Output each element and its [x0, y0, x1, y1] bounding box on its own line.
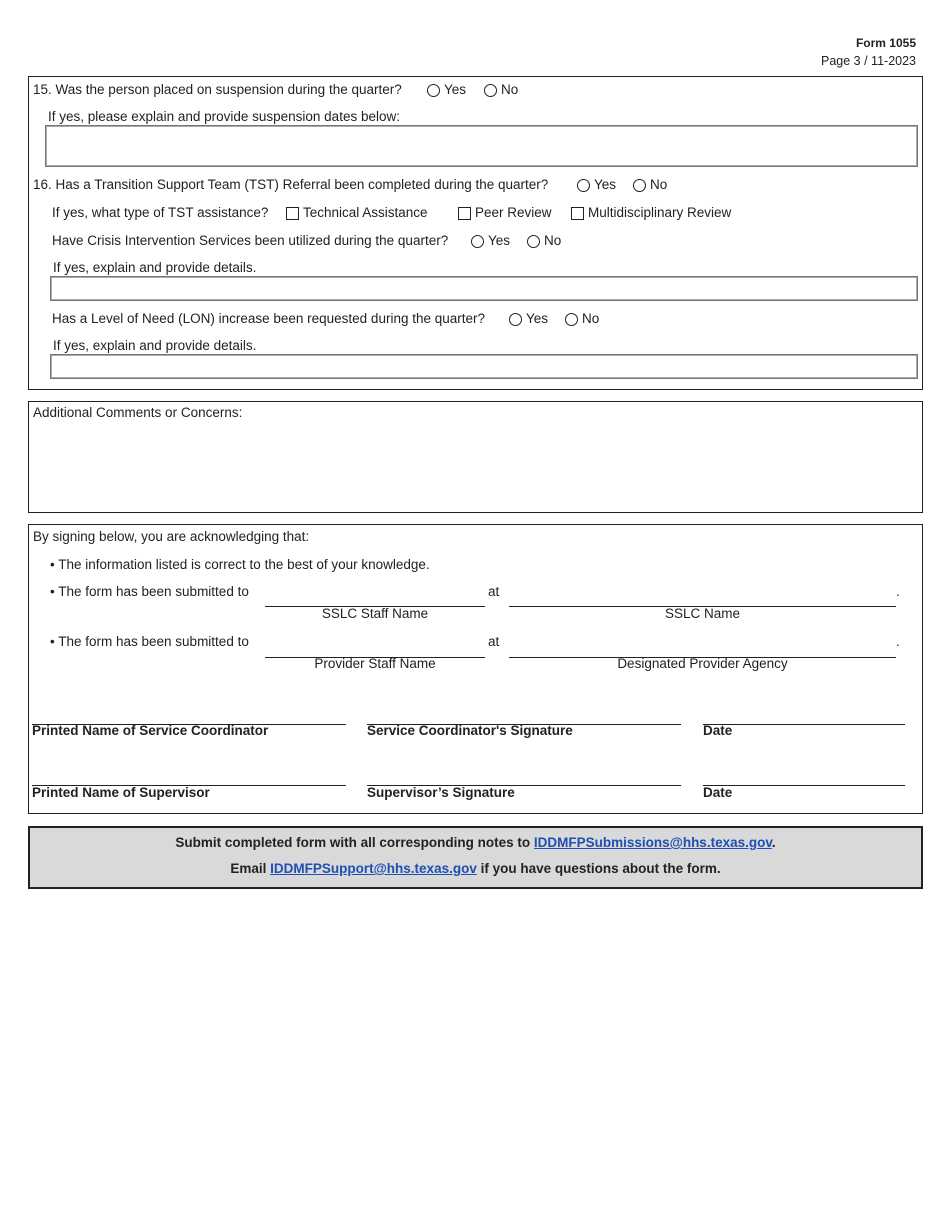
tst-peer-review-label: Peer Review	[475, 205, 552, 220]
crisis-details-field[interactable]	[50, 276, 918, 301]
submission-suffix: .	[771, 835, 776, 850]
lon-details-field[interactable]	[50, 354, 918, 379]
sc-date-label: Date	[703, 723, 733, 738]
crisis-no-radio[interactable]	[527, 235, 540, 248]
supervisor-signature-label: Supervisor’s Signature	[367, 785, 515, 800]
period-1: .	[896, 584, 900, 599]
lon-no-radio[interactable]	[565, 313, 578, 326]
acknowledgment-bullet-provider: • The form has been submitted to	[50, 634, 249, 649]
page-info: Page 3 / 11-2023	[821, 54, 916, 68]
lon-yes-label: Yes	[526, 311, 549, 326]
acknowledgment-bullet-sslc: • The form has been submitted to	[50, 584, 249, 599]
lon-no-label: No	[582, 311, 600, 326]
crisis-yes-label: Yes	[488, 233, 511, 248]
tst-multidisciplinary-review-checkbox[interactable]	[571, 207, 584, 220]
at-label-2: at	[488, 634, 500, 649]
sslc-staff-name-caption: SSLC Staff Name	[321, 606, 429, 621]
submissions-email-link[interactable]: IDDMFPSubmissions@hhs.texas.gov	[533, 835, 772, 850]
crisis-no-label: No	[544, 233, 562, 248]
q15-question: 15. Was the person placed on suspension during the quarter?	[33, 82, 402, 97]
submission-prefix: Submit completed form with all corresponding notes to	[175, 835, 534, 850]
tst-type-label: If yes, what type of TST assistance?	[52, 205, 269, 220]
supervisor-date-label: Date	[703, 785, 733, 800]
support-line	[28, 861, 923, 877]
q16-no-radio[interactable]	[633, 179, 646, 192]
q16-yes-label: Yes	[594, 177, 617, 192]
q15-no-radio[interactable]	[484, 84, 497, 97]
q16-question: 16. Has a Transition Support Team (TST) Referral been completed during the quarter?	[33, 177, 549, 192]
support-email-link[interactable]: IDDMFPSupport@hhs.texas.gov	[270, 861, 477, 876]
supervisor-printed-name-label: Printed Name of Supervisor	[32, 785, 210, 800]
submission-line	[28, 835, 923, 851]
comments-label: Additional Comments or Concerns:	[33, 405, 243, 420]
lon-question: Has a Level of Need (LON) increase been requested during the quarter?	[52, 311, 486, 326]
acknowledgment-bullet-correct: • The information listed is correct to the best of your knowledge.	[50, 557, 430, 572]
at-label-1: at	[488, 584, 500, 599]
crisis-followup-label: If yes, explain and provide details.	[53, 260, 257, 275]
sc-date-line[interactable]	[703, 724, 905, 725]
support-suffix: if you have questions about the form.	[476, 861, 721, 876]
tst-multidisciplinary-review-label: Multidisciplinary Review	[588, 205, 732, 220]
sslc-name-caption: SSLC Name	[664, 606, 741, 621]
lon-yes-radio[interactable]	[509, 313, 522, 326]
q16-yes-radio[interactable]	[577, 179, 590, 192]
form-number: Form 1055	[855, 36, 916, 50]
q15-yes-radio[interactable]	[427, 84, 440, 97]
period-2: .	[896, 634, 900, 649]
q15-no-label: No	[501, 82, 519, 97]
provider-agency-caption: Designated Provider Agency	[617, 656, 788, 671]
support-prefix: Email	[230, 861, 271, 876]
supervisor-date-line[interactable]	[703, 785, 905, 786]
q16-no-label: No	[650, 177, 668, 192]
sc-printed-name-label: Printed Name of Service Coordinator	[32, 723, 269, 738]
q15-yes-label: Yes	[444, 82, 467, 97]
acknowledgment-intro: By signing below, you are acknowledging that:	[33, 529, 310, 544]
provider-staff-name-caption: Provider Staff Name	[314, 656, 436, 671]
lon-followup-label: If yes, explain and provide details.	[53, 338, 257, 353]
suspension-details-field[interactable]	[45, 125, 918, 167]
tst-peer-review-checkbox[interactable]	[458, 207, 471, 220]
tst-technical-assistance-checkbox[interactable]	[286, 207, 299, 220]
crisis-question: Have Crisis Intervention Services been utilized during the quarter?	[52, 233, 449, 248]
q15-followup-label: If yes, please explain and provide suspension dates below:	[48, 109, 400, 124]
sc-signature-label: Service Coordinator's Signature	[367, 723, 573, 738]
tst-technical-assistance-label: Technical Assistance	[303, 205, 428, 220]
crisis-yes-radio[interactable]	[471, 235, 484, 248]
